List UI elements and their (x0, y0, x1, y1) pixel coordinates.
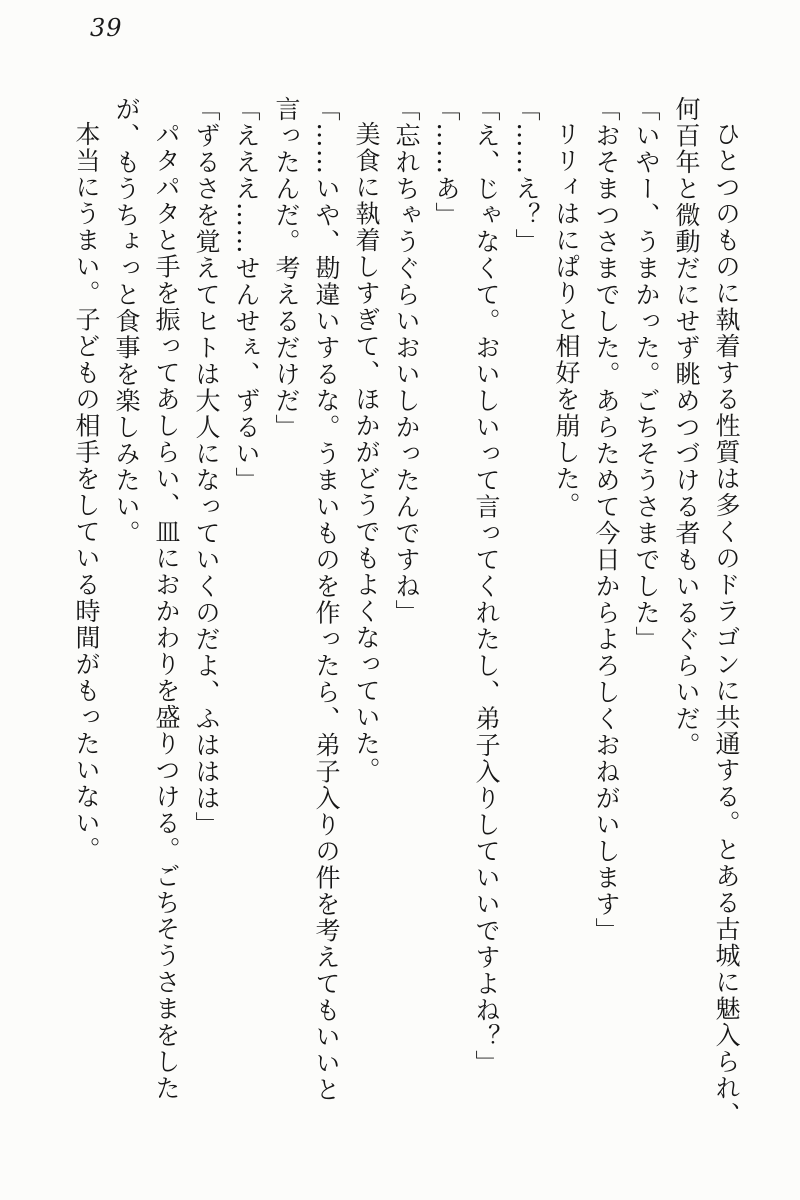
text-line: 「……え？」 (512, 96, 541, 255)
text-line: 「……あ」 (432, 96, 461, 229)
text-line: 「おそまつさまでした。あらためて今日からよろしくおねがいします」 (592, 96, 621, 944)
page-number: 39 (90, 14, 123, 42)
text-line: 何百年と微動だにせず眺めつづける者もいるぐらいだ。 (672, 96, 701, 759)
text-line: 「いやー、うまかった。ごちそうさまでした」 (632, 96, 661, 653)
text-line: 「え、じゃなくて。おいしいって言ってくれたし、弟子入りしていいですよね？」 (472, 96, 501, 1077)
text-line: 「ずるさを覚えてヒトは大人になっていくのだよ、ふははは」 (192, 96, 221, 838)
text-line: ひとつのものに執着する性質は多くのドラゴンに共通する。とある古城に魅入られ、 (712, 121, 741, 1128)
text-line: 本当にうまい。子どもの相手をしている時間がもったいない。 (72, 121, 101, 863)
text-line: 美食に執着しすぎて、ほかがどうでもよくなっていた。 (352, 121, 381, 784)
text-line: 「えええ……せんせぇ、ずるい」 (232, 96, 261, 494)
text-line: 「忘れちゃうぐらいおいしかったんですね」 (392, 96, 421, 626)
text-line: が、もうちょっと食事を楽しみたい。 (112, 96, 141, 547)
text-line: リリィはにぱりと相好を崩した。 (552, 121, 581, 519)
text-line: 「……いや、勘違いするな。うまいものを作ったら、弟子入りの件を考えてもいいと (312, 96, 341, 1103)
text-line: 言ったんだ。考えるだけだ」 (272, 96, 301, 441)
vertical-text-body (66, 96, 746, 1136)
text-line: パタパタと手を振ってあしらい、皿におかわりを盛りつける。ごちそうさまをした (152, 121, 181, 1102)
